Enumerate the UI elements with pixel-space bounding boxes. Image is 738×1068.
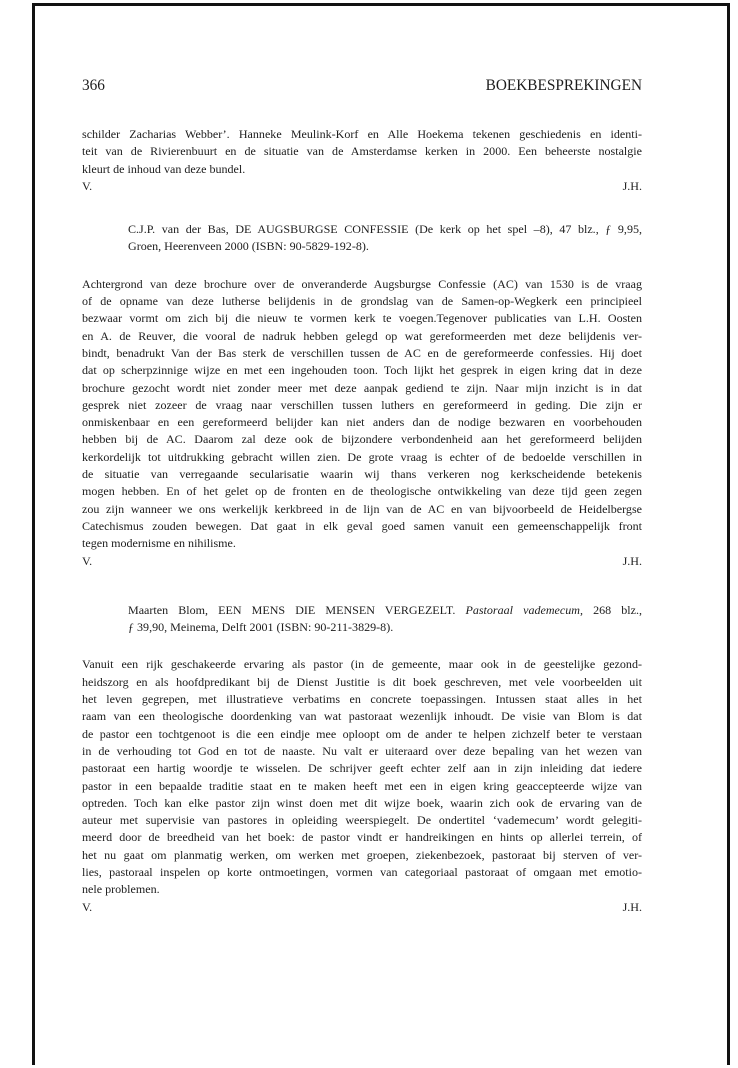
text-line: mogen hebben. En of het gelet op de fronten en de theologische ontwikkeling van deze tijd geen zegen bbox=[82, 484, 642, 499]
intro-paragraph bbox=[82, 126, 642, 178]
signoff-left: V. bbox=[82, 899, 93, 914]
text-line: meerd door de breedheid van het boek: de pastor vindt er handreikingen en hints op allerlei terrein, of bbox=[82, 830, 642, 845]
text-line: schilder Zacharias Webber’. Hanneke Meulink-Korf en Alle Hoekema tekenen geschiedenis en identi- bbox=[82, 127, 642, 141]
text-line: de pastor een tochtgenoot is die een eindje mee oploopt om de ander te helpen zichzelf beter te verstaan bbox=[82, 726, 642, 741]
citation-line bbox=[128, 602, 642, 619]
running-head: BOEKBESPREKINGEN bbox=[485, 77, 642, 94]
signoff-initials: J.H. bbox=[622, 178, 642, 193]
text-line: in de verhouding tot God en tot de naaste. Nu valt er uiteraard over deze bepaling van het wezen van bbox=[82, 743, 642, 758]
text-line: hebben bij de AC. Daarom zal deze ook de bijzondere verbondenheid aan het gereformeerd belijden bbox=[82, 432, 642, 447]
text-line: auteur met supervisie van pastores in opleiding weerspiegelt. De ondertitel ‘vademecum’ wordt gelegiti- bbox=[82, 813, 642, 828]
text-line: pastor in een bepaalde traditie staat en te maken heeft met een in eigen kring geaccepteerde wijze van bbox=[82, 778, 642, 793]
scan-border-right bbox=[727, 3, 730, 1065]
signoff-left: V. bbox=[82, 553, 93, 568]
book-citation bbox=[82, 221, 642, 256]
scan-border-left bbox=[32, 3, 35, 1065]
text-line: optreden. Toch kan elke pastor zijn winst doen met dit wijze boek, waarin zich ook de ervaring van de bbox=[82, 795, 642, 810]
text-line: de situatie van verregaande secularisatie waarin wij thans verkeren nog kerkscheidende betekenis bbox=[82, 467, 642, 482]
text-line: zou zijn wanneer we ons werkelijk kerkbreed in de lijn van de AC en van bijvoorbeeld de Heidelbergse bbox=[82, 501, 642, 516]
citation-author-title: Maarten Blom, EEN MENS DIE MENSEN VERGEZELT. bbox=[128, 602, 466, 617]
text-line: pastoraat een hartig woordje te wisselen. De schrijver geeft echter zelf aan in zijn inleiding dat iedere bbox=[82, 761, 642, 776]
text-line: raam van een theologische doordenking van wat pastoraat wezenlijk inhoudt. De visie van Blom is dat bbox=[82, 709, 642, 724]
text-line: en A. de Reuver, die vooral de nadruk hebben gelegd op wat gereformeerden met deze belijdenis ver- bbox=[82, 328, 642, 343]
text-line: het nu gaat om planmatig werken, om werken met groepen, ziekenbezoek, pastoraat bij sterven of ver- bbox=[82, 847, 642, 862]
book-citation bbox=[82, 602, 642, 637]
review-body bbox=[82, 656, 642, 898]
text-line: Catechismus zouden bewegen. Dat gaat in elk geval goed samen vanuit een gemeenschappelijk front bbox=[82, 518, 642, 533]
citation-line: ƒ 39,90, Meinema, Delft 2001 (ISBN: 90-211-3829-8). bbox=[128, 620, 394, 635]
text-line: Achtergrond van deze brochure over de onveranderde Augsburgse Confessie (AC) van 1530 is de vraag bbox=[82, 276, 642, 291]
text-line: nele problemen. bbox=[82, 882, 160, 897]
text-line: bindt, benadrukt Van der Bas sterk de verschillen tussen de AC en de gereformeerde confessies. Hij doet bbox=[82, 345, 642, 360]
text-line: tegen modernisme en nihilisme. bbox=[82, 536, 236, 551]
page-number: 366 bbox=[82, 77, 105, 94]
signoff bbox=[82, 899, 642, 916]
citation-subtitle: Pastoraal vademecum, bbox=[465, 602, 583, 617]
signoff bbox=[82, 553, 642, 570]
citation-line: C.J.P. van der Bas, DE AUGSBURGSE CONFESSIE (De kerk op het spel –8), 47 blz., ƒ 9,95, bbox=[128, 222, 642, 237]
page-header bbox=[82, 76, 642, 96]
text-line: Vanuit een rijk geschakeerde ervaring als pastor (in de gemeente, maar ook in de geestelijke gezond- bbox=[82, 657, 642, 672]
citation-line: Groen, Heerenveen 2000 (ISBN: 90-5829-192-8). bbox=[128, 239, 369, 254]
text-line: onmiskenbaar en een gereformeerd belijder kan niet anders dan de nodige bezwaren en voorbehouden bbox=[82, 415, 642, 430]
review-body bbox=[82, 276, 642, 553]
signoff bbox=[82, 178, 642, 195]
text-line: brochure gezocht wordt niet zonder meer met deze aanpak gediend te zijn. Naar mijn inzicht is in dat bbox=[82, 380, 642, 395]
text-line: teit van de Rivierenbuurt en de situatie van de Amsterdamse kerken in 2000. Een beheerste nostalgie bbox=[82, 144, 642, 159]
text-line: bezwaar vormt om zich bij die nieuw te vormen kerk te voegen.Tegenover publicaties van L.H. Oosten bbox=[82, 311, 642, 326]
text-line: kleurt de inhoud van deze bundel. bbox=[82, 161, 246, 176]
signoff-initials: J.H. bbox=[622, 553, 642, 568]
text-line: gesprek niet zozeer de vraag naar verschillen tussen luthers en gereformeerd in geding. Die zijn er bbox=[82, 397, 642, 412]
signoff-initials: J.H. bbox=[622, 899, 642, 914]
text-line: lies, pastoraal inspelen op korte ontmoetingen, vormen van categoriaal pastoraat of omgaan met emotio- bbox=[82, 864, 642, 879]
intro-section bbox=[82, 126, 642, 195]
review-augsburgse-confessie bbox=[82, 221, 642, 570]
scan-border-top bbox=[32, 3, 730, 6]
text-line: kerkordelijk tot uitdrukking gebracht willen zien. De grote vraag is echter of de bedoelde verschillen in bbox=[82, 449, 642, 464]
text-line: heidszorg en als hoofdpredikant bij de Dienst Justitie is dit boek geschreven, met vele voorbeelden uit bbox=[82, 674, 642, 689]
citation-pages: 268 blz., bbox=[582, 602, 642, 617]
document-page bbox=[82, 76, 642, 916]
text-line: of de opname van deze lutherse belijdenis in de grondslag van de Samen-op-Wegkerk een principieel bbox=[82, 294, 642, 309]
text-line: dat op scherpzinnige wijze en met een ingehouden toon. Toch lijkt het gesprek in eigen kring dat in deze bbox=[82, 363, 642, 378]
review-een-mens-die-mensen-vergezelt bbox=[82, 602, 642, 916]
text-line: het leven gegrepen, met illustratieve verbatims en concrete toepassingen. Intussen staat alles in het bbox=[82, 692, 642, 707]
signoff-left: V. bbox=[82, 178, 93, 193]
